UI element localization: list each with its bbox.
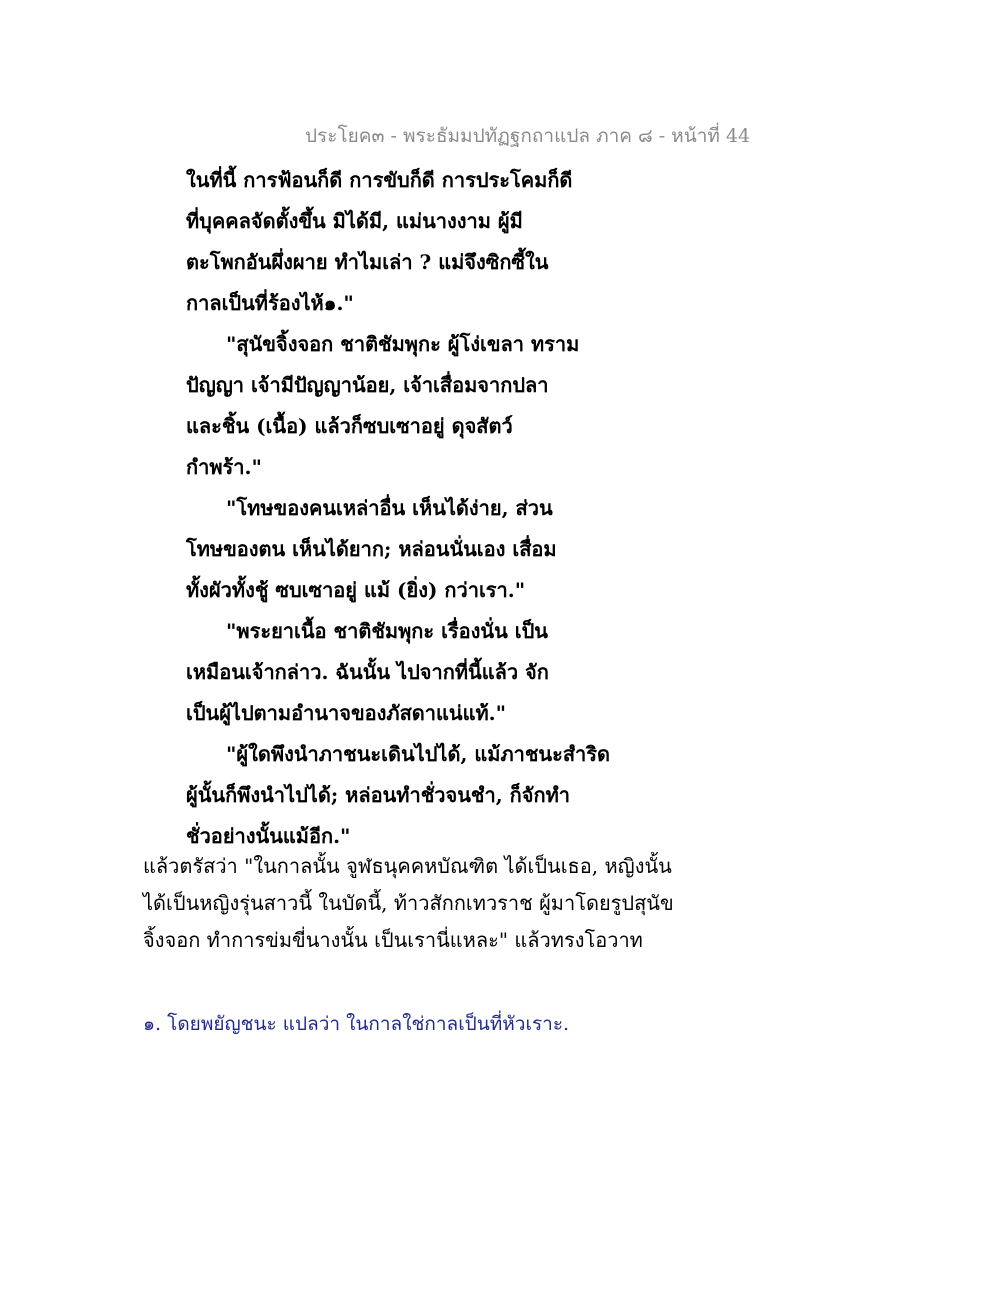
prose-line: แล้วตรัสว่า "ในกาลนั้น จูฬธนุคคหบัณฑิต ได้เป็นเธอ, หญิงนั้น <box>143 854 672 878</box>
verse-line: และชิ้น (เนื้อ) แล้วก็ซบเซาอยู่ ดุจสัตว์ <box>186 414 513 438</box>
verse-line: กำพร้า." <box>186 455 262 479</box>
verse-line: ปัญญา เจ้ามีปัญญาน้อย, เจ้าเสื่อมจากปลา <box>186 373 549 397</box>
prose-line: จิ้งจอก ทำการข่มขี่นางนั้น เป็นเรานี่แหละ" แล้วทรงโอวาท <box>143 928 643 952</box>
verse-line: "ผู้ใดพึงนำภาชนะเดินไปได้, แม้ภาชนะสำริด <box>226 742 611 766</box>
verse-line: ที่บุคคลจัดตั้งขึ้น มิได้มี, แม่นางงาม ผู้มี <box>186 209 523 233</box>
verse-line: ในที่นี้ การฟ้อนก็ดี การขับก็ดี การประโคมก็ดี <box>186 168 573 192</box>
page-header: ประโยค๓ - พระธัมมปทัฏฐกถาแปล ภาค ๘ - หน้าที่ 44 <box>305 125 751 147</box>
verse-line: เหมือนเจ้ากล่าว. ฉันนั้น ไปจากที่นี้แล้ว จัก <box>186 660 549 684</box>
verse-line: "โทษของคนเหล่าอื่น เห็นได้ง่าย, ส่วน <box>226 496 553 520</box>
prose-line: ได้เป็นหญิงรุ่นสาวนี้ ในบัดนี้, ท้าวสักกเทวราช ผู้มาโดยรูปสุนัข <box>143 891 674 915</box>
verse-line: "สุนัขจิ้งจอก ชาติชัมพุกะ ผู้โง่เขลา ทราม <box>226 332 580 356</box>
verse-line: ชั่วอย่างนั้นแม้อีก." <box>186 824 351 848</box>
verse-line: ตะโพกอันผึ่งผาย ทำไมเล่า ? แม่จึงซิกซี้ใน <box>186 250 549 274</box>
verse-line: เป็นผู้ไปตามอำนาจของภัสดาแน่แท้." <box>186 701 507 725</box>
footnote: ๑. โดยพยัญชนะ แปลว่า ในกาลใช่กาลเป็นที่หัวเราะ. <box>143 1013 570 1035</box>
prose-block <box>143 848 703 959</box>
verse-line: กาลเป็นที่ร้องไห้๑." <box>186 291 354 315</box>
verse-block <box>186 160 706 857</box>
verse-line: ทั้งผัวทั้งชู้ ซบเซาอยู่ แม้ (ยิ่ง) กว่าเรา." <box>186 578 526 602</box>
verse-line: โทษของตน เห็นได้ยาก; หล่อนนั่นเอง เสื่อม <box>186 537 557 561</box>
verse-line: "พระยาเนื้อ ชาติชัมพุกะ เรื่องนั่น เป็น <box>226 619 548 643</box>
verse-line: ผู้นั้นก็พึงนำไปได้; หล่อนทำชั่วจนชำ, ก็จักทำ <box>186 783 570 807</box>
